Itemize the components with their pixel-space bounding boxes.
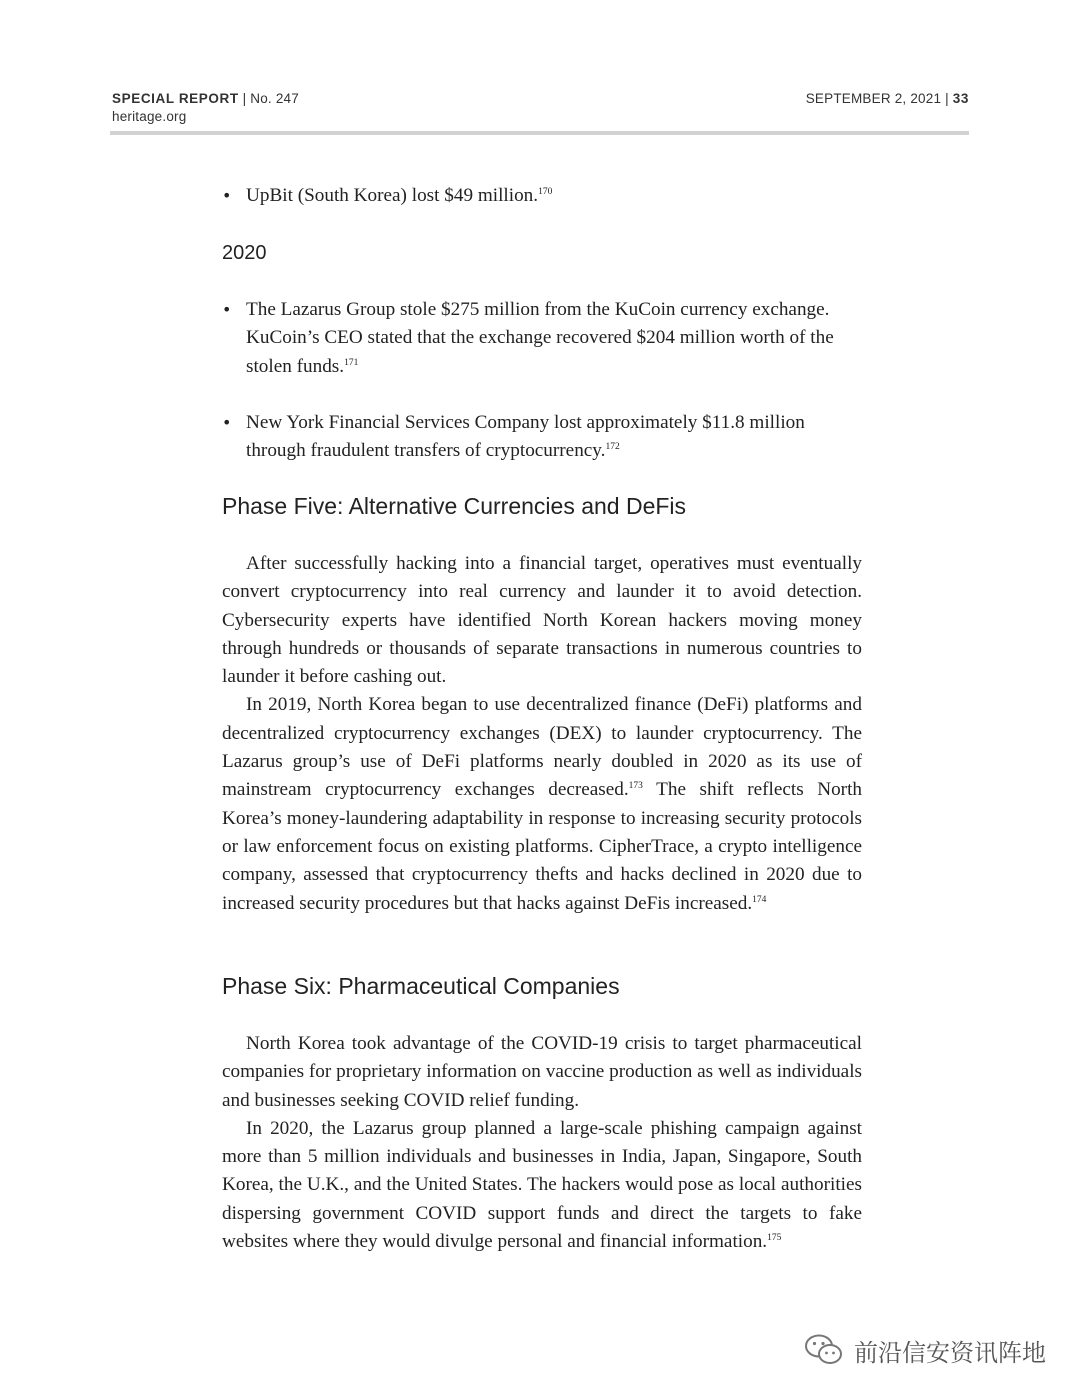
header-right (806, 90, 969, 108)
phase-six-text (222, 1030, 862, 1256)
page-number: 33 (952, 91, 969, 106)
section-heading-phase-six: Phase Six: Pharmaceutical Companies (222, 973, 620, 999)
bullet-list-2020-second (222, 409, 862, 466)
footnote-ref: 175 (767, 1233, 782, 1244)
list-item (222, 296, 862, 381)
paragraph-text: The shift reflects North Korea’s money-laundering adaptability in response to increasing security protocols or law enforcement focus on existing platforms. CipherTrace, a crypto intelligence company, assessed that cryptocurrency thefts and hacks declined in 2020 due to increased security procedures but that hacks against DeFis increased. (222, 779, 862, 914)
paragraph: After successfully hacking into a financial target, operatives must eventually convert cryptocurrency into real currency and launder it to avoid detection. Cybersecurity experts have identified North Korean hackers moving money through hundreds or thousands of separate transactions in numerous countries to launder it before cashing out. (222, 553, 862, 688)
footnote-ref: 172 (605, 442, 620, 453)
paragraph (222, 691, 862, 917)
bullet-list-top (222, 182, 862, 210)
bullet-text: The Lazarus Group stole $275 million from the KuCoin currency exchange. KuCoin’s CEO stated that the exchange recovered $204 million worth of the stolen funds. (246, 299, 834, 377)
page-body (222, 182, 862, 1253)
site-url: heritage.org (112, 109, 187, 124)
list-item (222, 409, 862, 466)
year-heading: 2020 (222, 242, 267, 264)
watermark-text: 前沿信安资讯阵地 (854, 1338, 1046, 1367)
footnote-ref: 171 (344, 357, 359, 368)
phase-five-text (222, 550, 862, 918)
section-heading-phase-five: Phase Five: Alternative Currencies and DeFis (222, 493, 687, 519)
report-label: SPECIAL REPORT (112, 91, 239, 106)
report-number: | No. 247 (238, 91, 299, 106)
bullet-text: New York Financial Services Company lost approximately $11.8 million through fraudulent transfers of cryptocurrency. (246, 412, 805, 462)
header-divider (110, 131, 969, 135)
footnote-ref: 173 (628, 781, 643, 792)
watermark (804, 1332, 1046, 1368)
paragraph-text: In 2019, North Korea began to use decentralized finance (DeFi) platforms and decentralized cryptocurrency exchanges (DEX) to launder cryptocurrency. The Lazarus group’s use of DeFi platforms nearly doubled in 2020 as its use of mainstream cryptocurrency exchanges decreased. (222, 694, 862, 801)
paragraph-text: In 2020, the Lazarus group planned a large-scale phishing campaign against more than 5 million individuals and businesses in India, Japan, Singapore, South Korea, the U.K., and the United States. The hackers would pose as local authorities dispersing government COVID support funds and direct the targets to fake websites where they would divulge personal and financial information. (222, 1117, 862, 1253)
header-left (112, 90, 299, 126)
footnote-ref: 170 (538, 187, 553, 197)
report-title-line (112, 90, 299, 108)
wechat-icon (804, 1333, 844, 1367)
list-item (222, 182, 862, 210)
bullet-list-2020 (222, 296, 862, 381)
page-header (112, 88, 969, 128)
footnote-ref: 174 (752, 894, 767, 905)
report-date: SEPTEMBER 2, 2021 | (805, 91, 953, 106)
paragraph (222, 1115, 862, 1256)
bullet-text: UpBit (South Korea) lost $49 million. (246, 185, 539, 206)
paragraph: North Korea took advantage of the COVID-19 crisis to target pharmaceutical companies for proprietary information on vaccine production as well as individuals and businesses seeking COVID relief funding. (222, 1033, 862, 1111)
